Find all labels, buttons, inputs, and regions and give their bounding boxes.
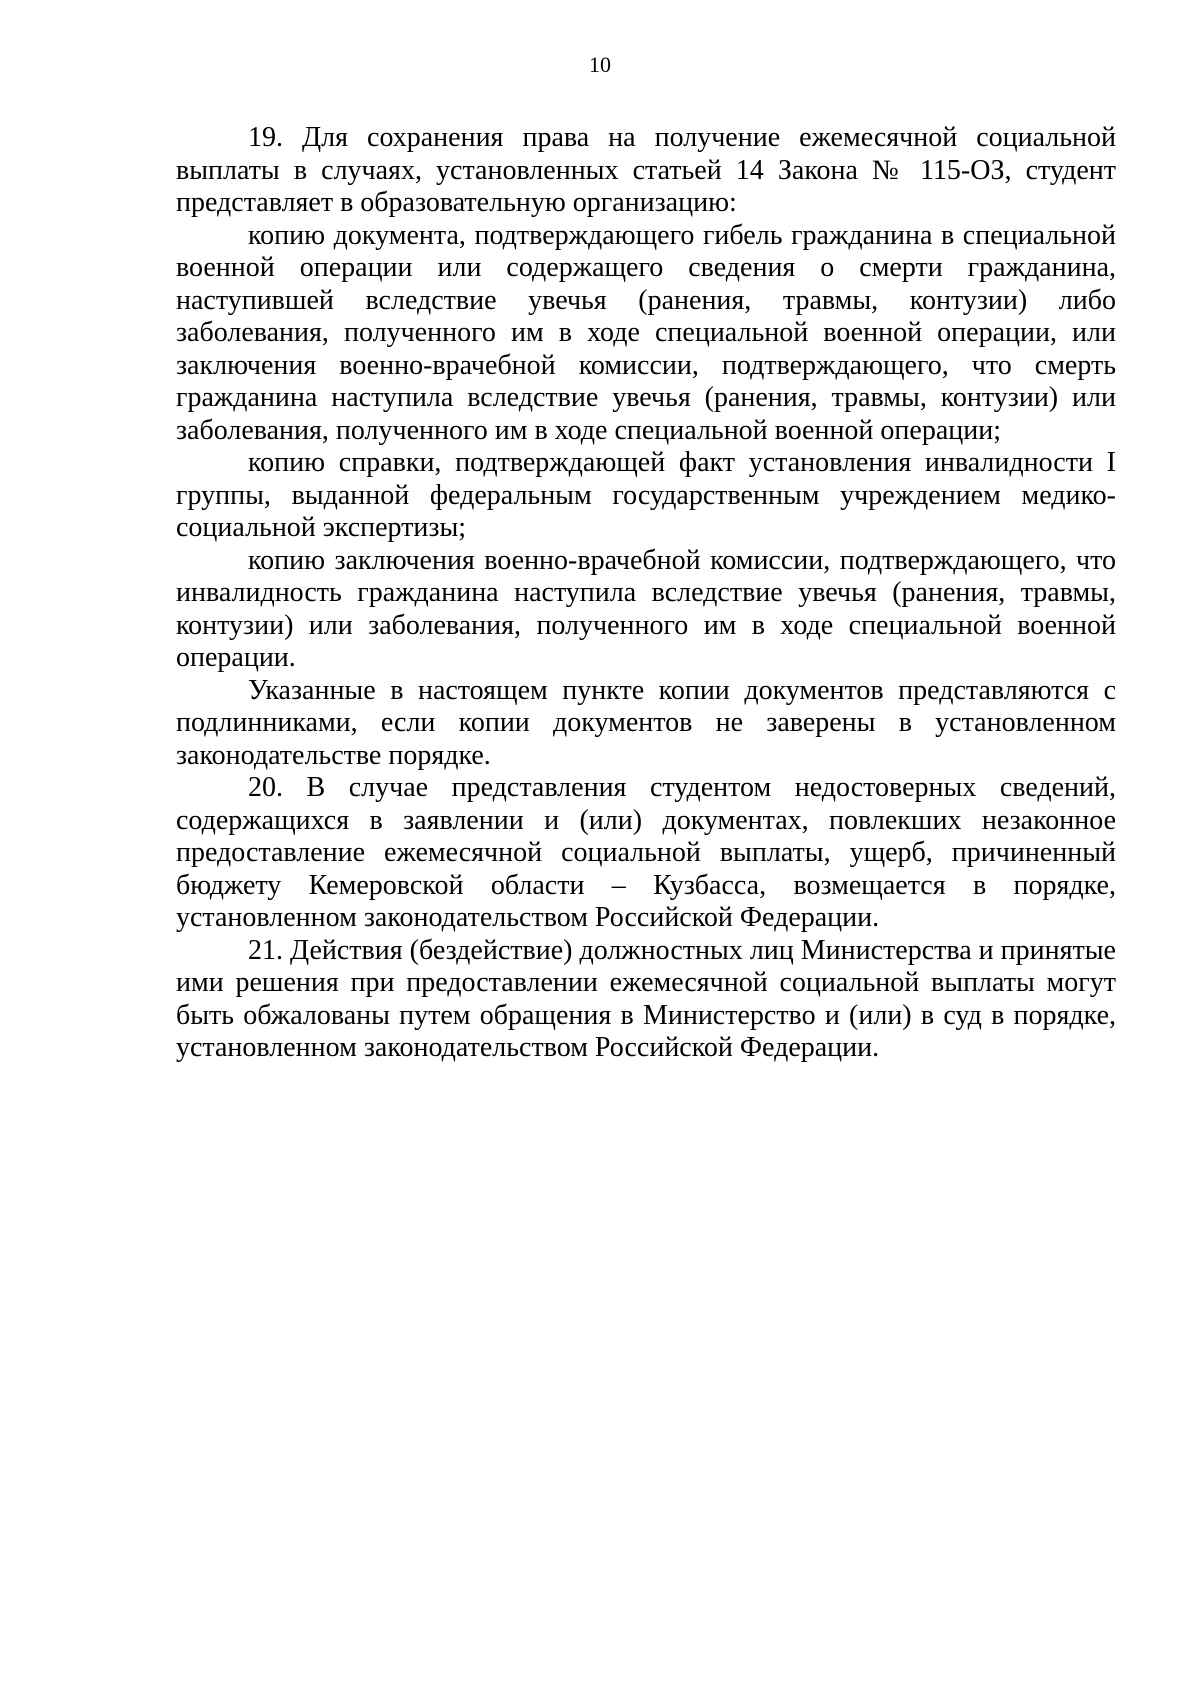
paragraph-19-item-medical-commission: копию заключения военно-врачебной комиссии, подтверждающего, что инвалидность гражданина наступила вследствие увечья (ранения, травмы, контузии) или заболевания, полученного им в ходе специальной военной операции. [176, 544, 1116, 673]
page-number: 10 [589, 52, 611, 77]
paragraph-21: 21. Действия (бездействие) должностных лиц Министерства и принятые ими решения при предоставлении ежемесячной социальной выплаты могут быть обжалованы путем обращения в Министерство и (или) в суд в порядке, установленном законодательством Российской Федерации. [176, 934, 1116, 1063]
paragraph-19-item-death-document: копию документа, подтверждающего гибель гражданина в специальной военной операции или содержащего сведения о смерти гражданина, наступившей вследствие увечья (ранения, травмы, контузии) либо заболевания, полученного им в ходе специальной военной операции, или заключения военно-врачебной комиссии, подтверждающего, что смерть гражданина наступила вследствие увечья (ранения, травмы, контузии) или заболевания, полученного им в ходе специальной военной операции; [176, 219, 1116, 446]
paragraph-19-intro: 19. Для сохранения права на получение ежемесячной социальной выплаты в случаях, установленных статьей 14 Закона № 115-ОЗ, студент представляет в образовательную организацию: [176, 122, 1116, 218]
paragraph-20: 20. В случае представления студентом недостоверных сведений, содержащихся в заявлении и (или) документах, повлекших незаконное предоставление ежемесячной социальной выплаты, ущерб, причиненный бюджету Кемеровской области – Кузбасса, возмещается в порядке, установленном законодательством Российской Федерации. [176, 772, 1116, 933]
paragraph-19-copies-note: Указанные в настоящем пункте копии документов представляются с подлинниками, если копии документов не заверены в установленном законодательстве порядке. [176, 674, 1116, 771]
paragraph-19-item-disability-certificate: копию справки, подтверждающей факт установления инвалидности I группы, выданной федеральным государственным учреждением медико-социальной экспертизы; [176, 447, 1116, 543]
document-body [176, 122, 1116, 1065]
